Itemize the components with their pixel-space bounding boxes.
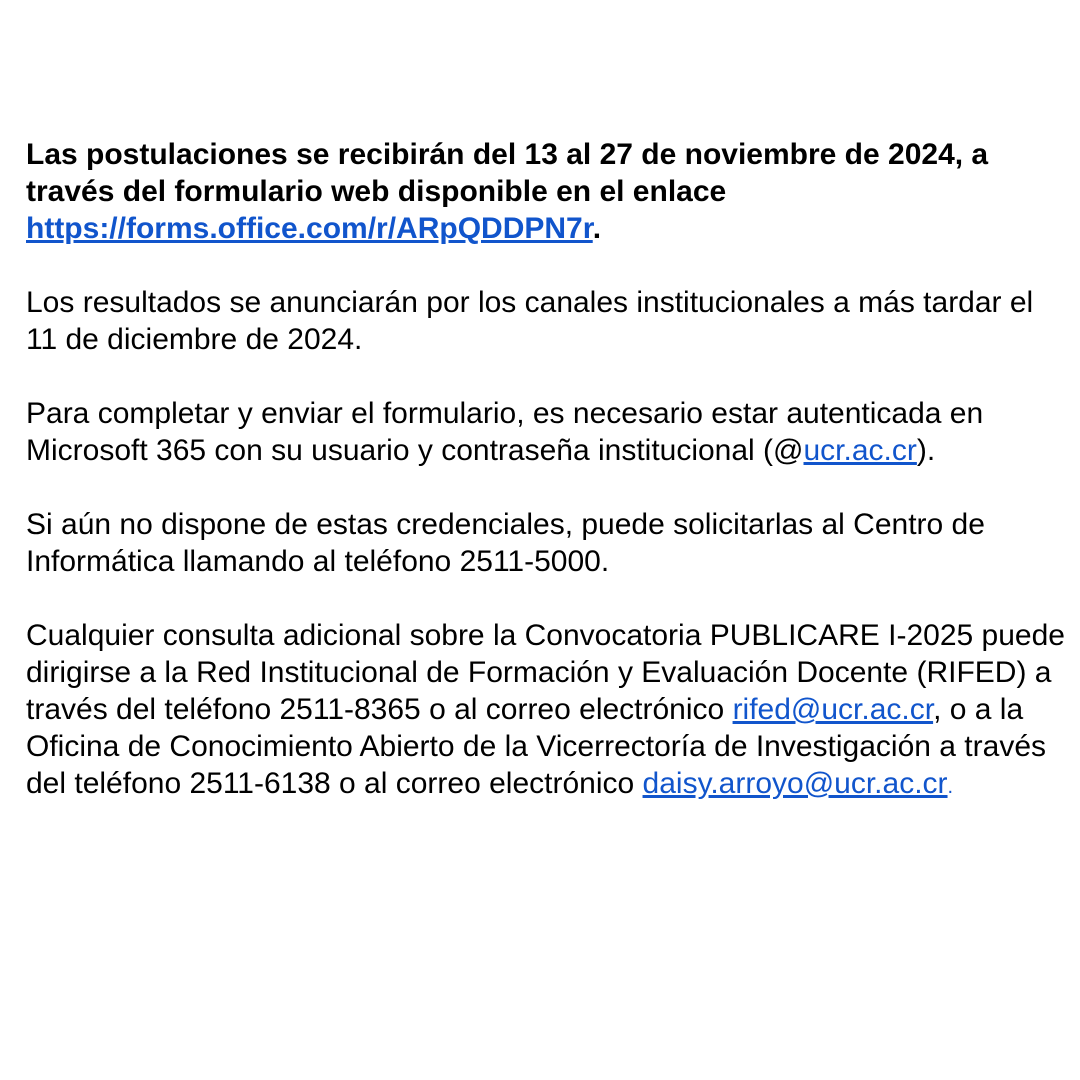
daisy-email-link[interactable]: daisy.arroyo@ucr.ac.cr xyxy=(642,767,948,800)
contact-period: . xyxy=(947,776,954,798)
contact-paragraph xyxy=(26,617,1066,806)
ucr-domain-link[interactable]: ucr.ac.cr xyxy=(803,434,917,467)
applications-text: Las postulaciones se recibirán del 13 al 27 de noviembre de 2024, a través del formulario web disponible en el enlace xyxy=(26,138,989,208)
applications-period: . xyxy=(592,212,602,245)
announcement-body xyxy=(26,136,1066,806)
results-text: Los resultados se anunciarán por los canales institucionales a más tardar el 11 de diciembre de 2024. xyxy=(26,286,1034,356)
rifed-email-link[interactable]: rifed@ucr.ac.cr xyxy=(732,693,934,726)
credentials-paragraph xyxy=(26,506,1066,580)
credentials-text: Si aún no dispone de estas credenciales, puede solicitarlas al Centro de Informática llamando al teléfono 2511-5000. xyxy=(26,508,985,578)
applications-paragraph xyxy=(26,136,1066,247)
authentication-paragraph xyxy=(26,395,1066,469)
authentication-text: Para completar y enviar el formulario, es necesario estar autenticada en Microsoft 365 con su usuario y contraseña institucional (@ xyxy=(26,397,984,467)
contact-text-continued: , o a la Oficina de Conocimiento Abierto de la Vicerrectoría de Investigación a través del teléfono 2511-6138 o al correo electrónico xyxy=(26,693,1046,800)
authentication-closing: ). xyxy=(916,434,936,467)
results-paragraph xyxy=(26,284,1066,358)
form-link[interactable]: https://forms.office.com/r/ARpQDDPN7r xyxy=(26,212,593,245)
contact-text: Cualquier consulta adicional sobre la Convocatoria PUBLICARE I-2025 puede dirigirse a la Red Institucional de Formación y Evaluación Docente (RIFED) a través del teléfono 2511-8365 o al correo electrónico xyxy=(26,619,1065,726)
